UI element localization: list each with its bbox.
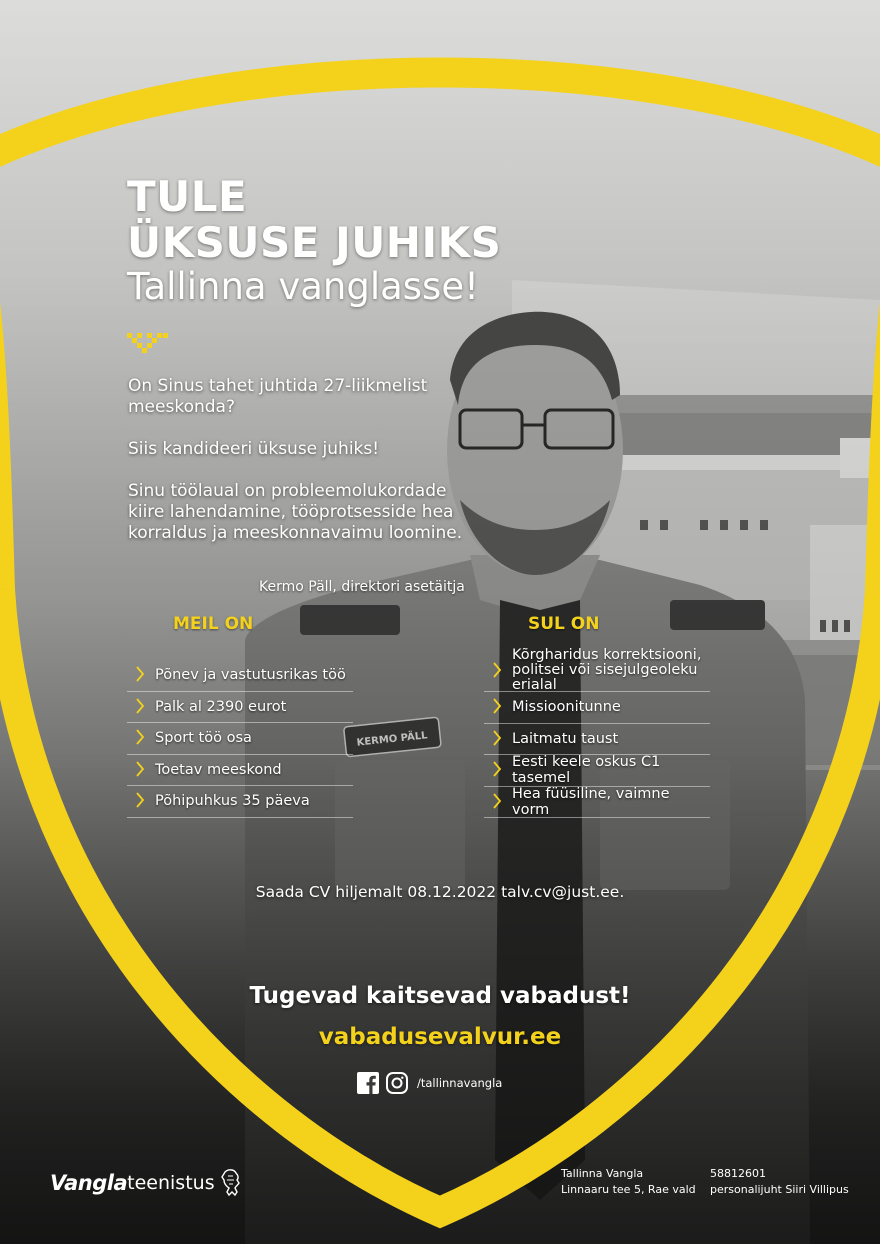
application-deadline: Saada CV hiljemalt 08.12.2022 talv.cv@just.ee. — [255, 883, 625, 901]
chevron-right-icon — [492, 793, 502, 809]
meil-on-list — [127, 660, 353, 818]
footer-street: Linnaaru tee 5, Rae vald — [561, 1183, 696, 1196]
list-item: Põnev ja vastutusrikas töö — [127, 660, 353, 692]
intro-paragraph-3: Sinu töölaual on probleemolukordade kiire lahendamine, tööprotsesside hea korraldus ja meeskonnavaimu loomine. — [128, 481, 463, 543]
footer-phone[interactable]: 58812601 — [710, 1167, 766, 1180]
sul-on-list — [484, 647, 710, 818]
list-item: Hea füüsiline, vaimne vorm — [484, 787, 710, 819]
list-item: Toetav meeskond — [127, 755, 353, 787]
footer-contact-person: personalijuht Siiri Villipus — [710, 1183, 849, 1196]
meil-on-heading: MEIL ON — [173, 614, 254, 634]
logo-brand: Vangla — [50, 1171, 128, 1195]
list-item: Põhipuhkus 35 päeva — [127, 786, 353, 818]
footer-address — [561, 1166, 696, 1198]
intro-paragraph-2: Siis kandideeri üksuse juhiks! — [128, 439, 380, 459]
vanglateenistus-logo — [50, 1168, 243, 1198]
sul-on-heading: SUL ON — [528, 614, 600, 634]
instagram-icon[interactable] — [385, 1071, 409, 1095]
chevron-right-icon — [135, 792, 145, 808]
list-item: Missioonitunne — [484, 692, 710, 724]
list-item: Palk al 2390 eurot — [127, 692, 353, 724]
chevron-right-icon — [135, 729, 145, 745]
headline-line-3: Tallinna vanglasse! — [127, 265, 479, 308]
list-item: Eesti keele oskus C1 tasemel — [484, 755, 710, 787]
chevron-right-icon — [135, 698, 145, 714]
footer-contact — [710, 1166, 849, 1198]
quote-author: Kermo Päll, direktori asetäitja — [259, 579, 465, 595]
intro-text — [128, 376, 488, 565]
footer-org: Tallinna Vangla — [561, 1167, 644, 1180]
headline-line-1: TULE — [127, 172, 248, 221]
chevron-right-icon — [492, 698, 502, 714]
pixel-chevron-icon — [127, 333, 169, 355]
slogan: Tugevad kaitsevad vabadust! — [249, 983, 631, 1009]
headline-line-2: ÜKSUSE JUHIKS — [127, 218, 502, 267]
chevron-right-icon — [492, 730, 502, 746]
facebook-icon[interactable] — [356, 1071, 380, 1095]
logo-service: teenistus — [127, 1172, 215, 1194]
list-item: Sport töö osa — [127, 723, 353, 755]
website-link[interactable]: vabadusevalvur.ee — [318, 1024, 562, 1050]
list-item: Kõrgharidus korrektsiooni, politsei või sisejulgeoleku erialal — [484, 650, 710, 692]
intro-paragraph-1: On Sinus tahet juhtida 27-liikmelist meeskonda? — [128, 376, 428, 417]
list-item: Laitmatu taust — [484, 724, 710, 756]
chevron-right-icon — [492, 761, 502, 777]
chevron-right-icon — [135, 666, 145, 682]
headline — [127, 172, 502, 308]
social-links — [356, 1071, 502, 1095]
chevron-right-icon — [492, 662, 502, 678]
chevron-right-icon — [135, 761, 145, 777]
social-handle[interactable]: /tallinnavangla — [417, 1076, 503, 1090]
lion-crest-icon — [219, 1168, 243, 1198]
